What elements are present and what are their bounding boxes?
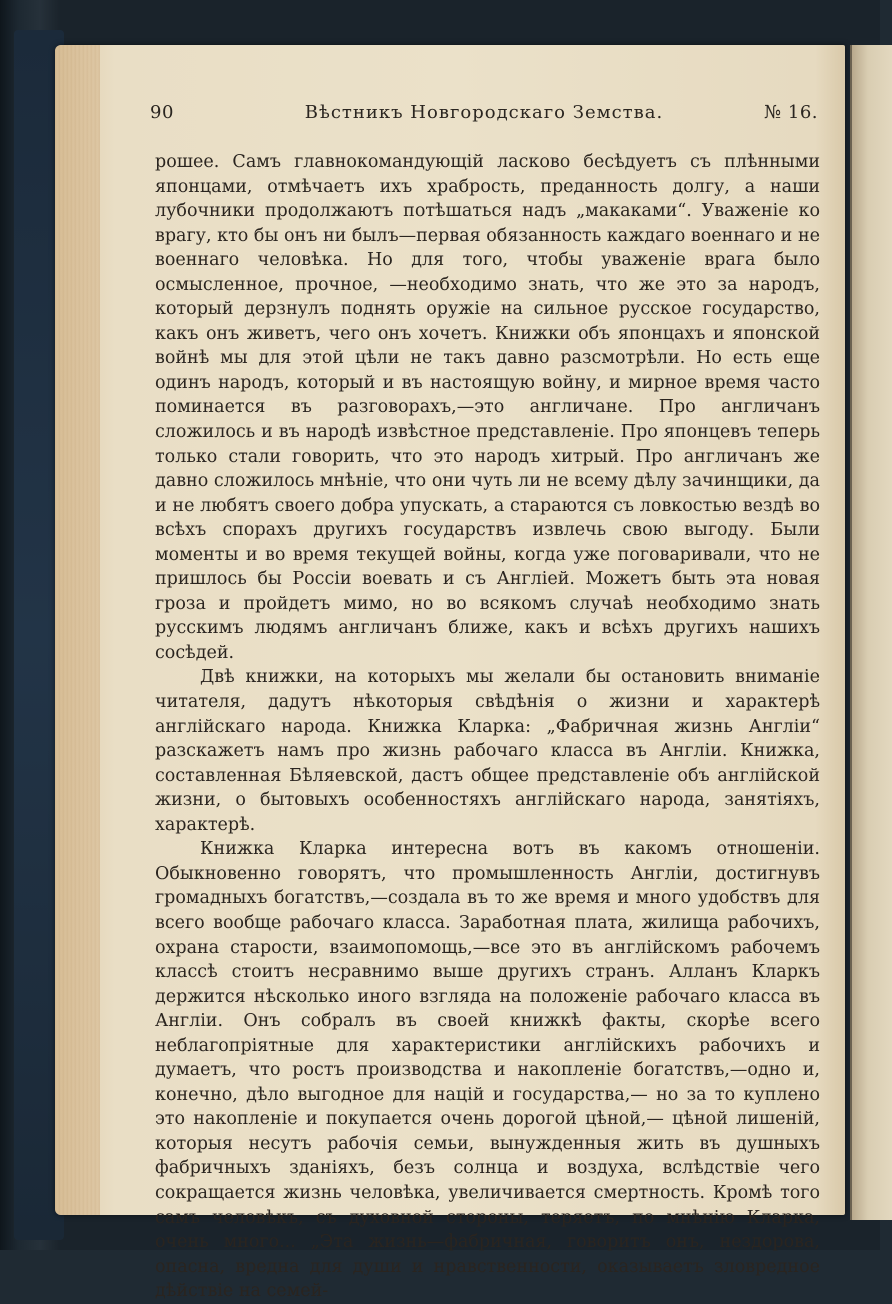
page-number: 90 [150,102,174,123]
running-header [150,102,818,130]
paragraph-2: Двѣ книжки, на которыхъ мы желали бы остановить вниманіе читателя, дадутъ нѣкоторыя свѣдѣнія о жизни и характерѣ англійскаго народа. Книжка Кларка: „Фабричная жизнь Англіи“ разскажетъ намъ про жизнь рабочаго класса въ Англіи. Книжка, составленная Бѣляевской, дастъ общее представленіе объ англійской жизни, о бытовыхъ особенностяхъ англійскаго народа, занятіяхъ, характерѣ. [155,667,820,835]
paragraph-1: рошее. Самъ главнокомандующій ласково бесѣдуетъ съ плѣнными японцами, отмѣчаетъ ихъ храбрость, преданность долгу, а наши лубочники продолжаютъ потѣшаться надъ „макаками“. Уваженіе ко врагу, кто бы онъ ни былъ—первая обязанность каждаго военнаго и не военнаго человѣка. Но для того, чтобы уваженіе врага было осмысленное, прочное, —необходимо знать, что же это за народъ, который дерзнулъ поднять оружіе на сильное русское государство, какъ онъ живетъ, чего онъ хочетъ. Книжки объ японцахъ и японской войнѣ мы для этой цѣли не такъ давно разсмотрѣли. Но есть еще одинъ народъ, который и въ настоящую войну, и мирное время часто поминается въ разговорахъ,—это англичане. Про англичанъ сложилось и въ народѣ извѣстное представленіе. Про японцевъ теперь только стали говорить, что это народъ хитрый. Про англичанъ же давно сложилось мнѣніе, что они чуть ли не всему дѣлу зачинщики, да и не любятъ своего добра упускать, а стараются съ ловкостью вездѣ во всѣхъ спорахъ другихъ государствъ извлечь свою выгоду. Были моменты и во время текущей войны, когда уже поговаривали, что не пришлось бы Россіи воевать и съ Англіей. Можетъ быть эта новая гроза и пройдетъ мимо, но во всякомъ случаѣ необходимо знать русскимъ людямъ англичанъ ближе, какъ и всѣхъ другихъ нашихъ сосѣдей. [155,152,820,663]
facing-page-edge [850,45,892,1220]
paragraph-3: Книжка Кларка интересна вотъ въ какомъ отношеніи. Обыкновенно говорятъ, что промышленность Англіи, достигнувъ громадныхъ богатствъ,—создала въ то же время и много удобствъ для всего вообще рабочаго класса. Заработная плата, жилища рабочихъ, охрана старости, взаимопомощь,—все это въ англійскомъ рабочемъ классѣ стоитъ несравнимо выше другихъ странъ. Алланъ Кларкъ держится нѣсколько иного взгляда на положеніе рабочаго класса въ Англіи. Онъ собралъ въ своей книжкѣ факты, скорѣе всего неблагопріятные для характеристики англійскихъ рабочихъ и думаетъ, что ростъ производства и накопленіе богатствъ,—одно и, конечно, дѣло выгодное для націй и государства,— но за то куплено это накопленіе и покупается очень дорогой цѣной,— цѣной лишеній, которыя несутъ рабочія семьи, вынужденныя жить въ душныхъ фабричныхъ зданіяхъ, безъ солнца и воздуха, вслѣдствіе чего сокращается жизнь человѣка, увеличивается смертность. Кромѣ того самъ человѣкъ, съ духовной стороны, теряетъ, по мнѣнію Кларка, очень много... „Эта жизнь—фабричная, говоритъ онъ, нездорова, опасна, вредна для души и нравственности, оказываетъ зловредное дѣйствіе на семей- [155,839,820,1302]
journal-title: Вѣстникъ Новгородскаго Земства. [304,102,664,123]
issue-number: № 16. [764,102,818,123]
page-stack-edge [55,45,100,1215]
article-body [155,150,820,1304]
